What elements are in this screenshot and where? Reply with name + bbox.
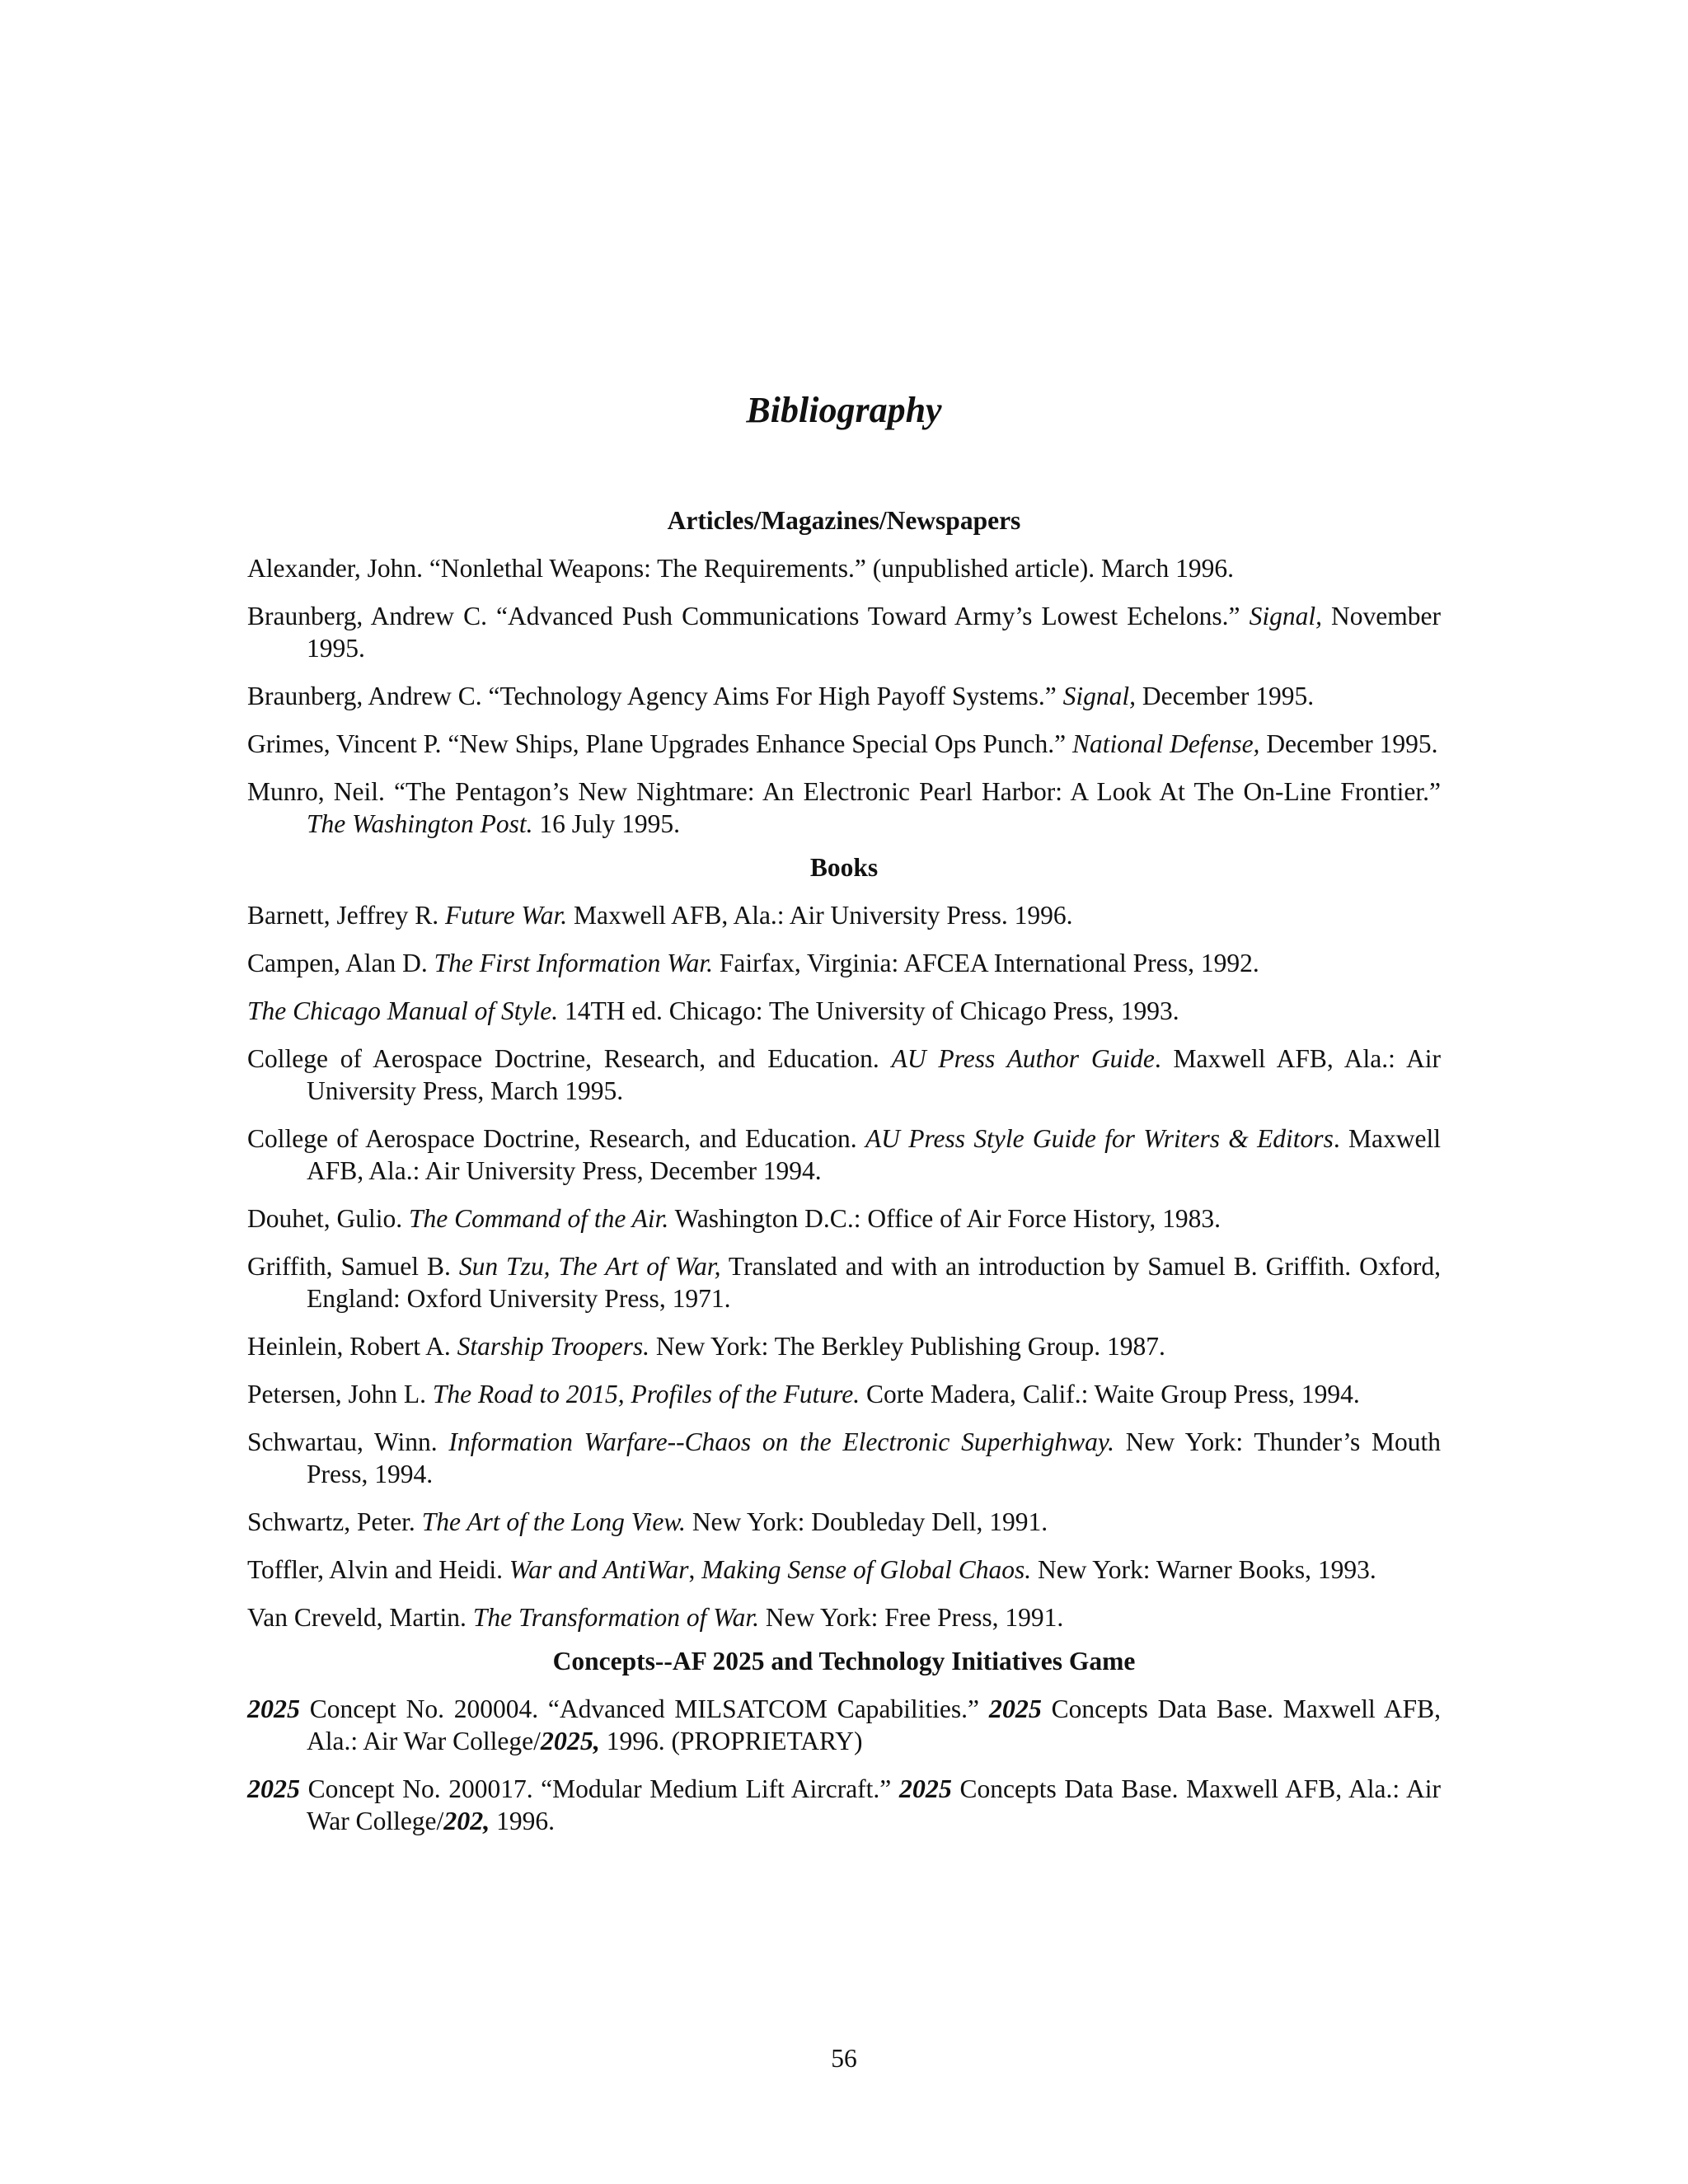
bib-entry: Munro, Neil. “The Pentagon’s New Nightmare: An Electronic Pearl Harbor: A Look At The On-Line Frontier.” The Washington Post. 16 July 1995. [247,777,1441,838]
bib-entry: Schwartau, Winn. Information Warfare--Chaos on the Electronic Superhighway. New York: Thunder’s Mouth Press, 1994. [247,1427,1442,1488]
section-heading-articles: Articles/Magazines/Newspapers [667,506,1021,535]
page-title: Bibliography [746,390,942,430]
bib-entry: Douhet, Gulio. The Command of the Air. Washington D.C.: Office of Air Force History, 1983. [247,1204,1221,1233]
bib-entry: Van Creveld, Martin. The Transformation of War. New York: Free Press, 1991. [247,1603,1064,1632]
bib-entry: 2025 Concept No. 200004. “Advanced MILSATCOM Capabilities.” 2025 Concepts Data Base. Maxwell AFB, Ala.: Air War College/2025, 1996. (PROPRIETARY) [247,1694,1441,1755]
section-heading-books: Books [809,853,879,882]
bibliography-body [247,504,1441,1853]
bib-entry: The Chicago Manual of Style. 14TH ed. Chicago: The University of Chicago Press, 1993. [247,996,1179,1025]
bib-entry: Schwartz, Peter. The Art of the Long View. New York: Doubleday Dell, 1991. [247,1507,1048,1536]
bib-entry: Campen, Alan D. The First Information War. Fairfax, Virginia: AFCEA International Press, 1992. [247,949,1259,977]
bib-entry: College of Aerospace Doctrine, Research, and Education. AU Press Author Guide. Maxwell AFB, Ala.: Air University Press, March 1995. [247,1044,1441,1105]
bib-entry: Toffler, Alvin and Heidi. War and AntiWar, Making Sense of Global Chaos. New York: Warner Books, 1993. [247,1555,1376,1584]
bib-entry: 2025 Concept No. 200017. “Modular Medium Lift Aircraft.” 2025 Concepts Data Base. Maxwell AFB, Ala.: Air War College/202, 1996. [247,1774,1442,1835]
bib-entry: Griffith, Samuel B. Sun Tzu, The Art of War, Translated and with an introduction by Samuel B. Griffith. Oxford, England: Oxford University Press, 1971. [247,1252,1441,1313]
bib-entry: Petersen, John L. The Road to 2015, Profiles of the Future. Corte Madera, Calif.: Waite Group Press, 1994. [247,1380,1360,1408]
bib-entry: Heinlein, Robert A. Starship Troopers. New York: The Berkley Publishing Group. 1987. [247,1332,1165,1361]
bib-entry: College of Aerospace Doctrine, Research, and Education. AU Press Style Guide for Writers & Editors. Maxwell AFB, Ala.: Air University Press, December 1994. [247,1124,1441,1185]
bib-entry: Alexander, John. “Nonlethal Weapons: The Requirements.” (unpublished article). March 1996. [247,554,1234,583]
bib-entry: Barnett, Jeffrey R. Future War. Maxwell AFB, Ala.: Air University Press. 1996. [247,901,1073,930]
page-number: 56 [831,2044,857,2073]
bib-entry: Braunberg, Andrew C. “Technology Agency Aims For High Payoff Systems.” Signal, December 1995. [247,682,1315,710]
bib-entry: Grimes, Vincent P. “New Ships, Plane Upgrades Enhance Special Ops Punch.” National Defense, December 1995. [247,729,1438,758]
section-heading-concepts: Concepts--AF 2025 and Technology Initiatives Game [552,1647,1136,1675]
bib-entry: Braunberg, Andrew C. “Advanced Push Communications Toward Army’s Lowest Echelons.” Signal, November 1995. [247,602,1442,663]
